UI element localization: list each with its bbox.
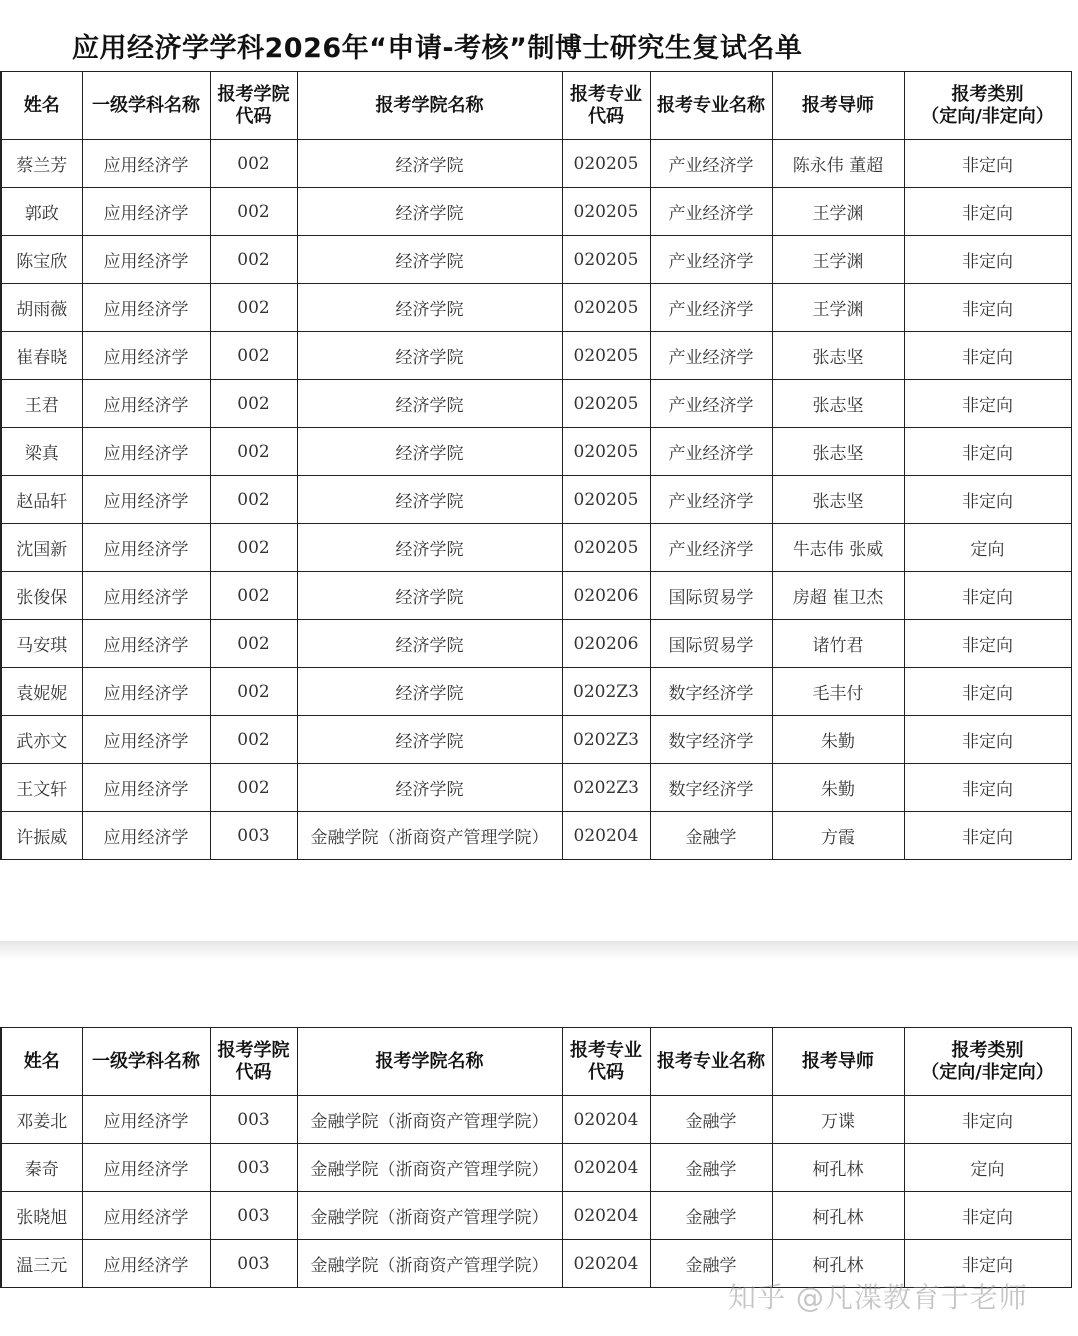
header-category xyxy=(904,72,1071,140)
cell-name: 梁真 xyxy=(1,428,82,476)
cell-category: 非定向 xyxy=(904,620,1071,668)
cell-college-name: 经济学院 xyxy=(297,764,562,812)
cell-college-code: 002 xyxy=(210,284,297,332)
cell-major-name: 产业经济学 xyxy=(650,380,772,428)
cell-supervisor: 张志坚 xyxy=(772,476,904,524)
header-college-name: 报考学院名称 xyxy=(297,72,562,140)
cell-college-code: 003 xyxy=(210,1144,297,1192)
cell-supervisor: 朱勤 xyxy=(772,764,904,812)
cell-college-name: 经济学院 xyxy=(297,284,562,332)
cell-category: 非定向 xyxy=(904,236,1071,284)
table-row xyxy=(1,1144,1071,1192)
cell-college-name: 经济学院 xyxy=(297,188,562,236)
cell-college-name: 经济学院 xyxy=(297,620,562,668)
cell-supervisor: 张志坚 xyxy=(772,380,904,428)
cell-discipline: 应用经济学 xyxy=(82,284,210,332)
cell-category: 非定向 xyxy=(904,764,1071,812)
cell-college-name: 经济学院 xyxy=(297,716,562,764)
cell-major-code: 020205 xyxy=(562,380,650,428)
cell-category: 非定向 xyxy=(904,668,1071,716)
cell-major-name: 金融学 xyxy=(650,1144,772,1192)
header-college-name: 报考学院名称 xyxy=(297,1028,562,1096)
cell-supervisor: 王学渊 xyxy=(772,284,904,332)
cell-college-name: 金融学院（浙商资产管理学院） xyxy=(297,812,562,860)
table-row xyxy=(1,620,1071,668)
cell-major-name: 产业经济学 xyxy=(650,188,772,236)
cell-supervisor: 柯孔林 xyxy=(772,1192,904,1240)
cell-discipline: 应用经济学 xyxy=(82,140,210,188)
cell-supervisor: 张志坚 xyxy=(772,428,904,476)
cell-major-name: 金融学 xyxy=(650,1192,772,1240)
cell-name: 张俊保 xyxy=(1,572,82,620)
cell-college-code: 002 xyxy=(210,524,297,572)
cell-supervisor: 张志坚 xyxy=(772,332,904,380)
header-name: 姓名 xyxy=(1,72,82,140)
cell-discipline: 应用经济学 xyxy=(82,620,210,668)
cell-major-code: 020206 xyxy=(562,620,650,668)
cell-name: 张晓旭 xyxy=(1,1192,82,1240)
cell-supervisor: 柯孔林 xyxy=(772,1240,904,1288)
cell-name: 蔡兰芳 xyxy=(1,140,82,188)
cell-discipline: 应用经济学 xyxy=(82,236,210,284)
cell-college-name: 金融学院（浙商资产管理学院） xyxy=(297,1240,562,1288)
cell-college-code: 002 xyxy=(210,620,297,668)
cell-name: 崔春晓 xyxy=(1,332,82,380)
cell-supervisor: 王学渊 xyxy=(772,236,904,284)
cell-discipline: 应用经济学 xyxy=(82,1192,210,1240)
cell-discipline: 应用经济学 xyxy=(82,476,210,524)
watermark: 知乎 @凡渫教育于老师 xyxy=(728,1281,1028,1314)
cell-college-name: 金融学院（浙商资产管理学院） xyxy=(297,1192,562,1240)
cell-major-code: 020205 xyxy=(562,188,650,236)
header-college-code-line-1: 报考学院 xyxy=(217,83,290,105)
cell-college-name: 经济学院 xyxy=(297,668,562,716)
header-category-line-1: 报考类别 xyxy=(951,83,1024,105)
cell-major-code: 020204 xyxy=(562,1096,650,1144)
cell-major-code: 020206 xyxy=(562,572,650,620)
cell-discipline: 应用经济学 xyxy=(82,1144,210,1192)
cell-category: 非定向 xyxy=(904,188,1071,236)
header-major-name: 报考专业名称 xyxy=(650,72,772,140)
cell-college-code: 002 xyxy=(210,764,297,812)
table-row xyxy=(1,668,1071,716)
cell-name: 郭政 xyxy=(1,188,82,236)
cell-college-code: 002 xyxy=(210,188,297,236)
cell-supervisor: 牛志伟 张威 xyxy=(772,524,904,572)
cell-category: 非定向 xyxy=(904,1096,1071,1144)
table-row xyxy=(1,1192,1071,1240)
table-body xyxy=(1,1096,1071,1288)
cell-college-code: 002 xyxy=(210,380,297,428)
candidate-table-1 xyxy=(0,71,1072,860)
cell-college-name: 经济学院 xyxy=(297,428,562,476)
cell-major-name: 数字经济学 xyxy=(650,716,772,764)
cell-major-name: 金融学 xyxy=(650,1096,772,1144)
cell-major-name: 金融学 xyxy=(650,812,772,860)
cell-major-code: 0202Z3 xyxy=(562,668,650,716)
table-row xyxy=(1,524,1071,572)
header-major-code-line-1: 报考专业 xyxy=(570,83,642,105)
cell-name: 温三元 xyxy=(1,1240,82,1288)
cell-major-code: 020205 xyxy=(562,284,650,332)
cell-category: 定向 xyxy=(904,1144,1071,1192)
cell-college-code: 002 xyxy=(210,236,297,284)
cell-supervisor: 陈永伟 董超 xyxy=(772,140,904,188)
table-row xyxy=(1,332,1071,380)
cell-major-code: 020205 xyxy=(562,332,650,380)
table-row xyxy=(1,428,1071,476)
header-college-code xyxy=(210,1028,297,1096)
cell-college-name: 经济学院 xyxy=(297,236,562,284)
cell-major-code: 020205 xyxy=(562,428,650,476)
cell-discipline: 应用经济学 xyxy=(82,188,210,236)
header-college-code-line-2: 代码 xyxy=(235,1061,272,1083)
cell-discipline: 应用经济学 xyxy=(82,764,210,812)
cell-major-name: 金融学 xyxy=(650,1240,772,1288)
header-discipline: 一级学科名称 xyxy=(82,72,210,140)
cell-major-name: 产业经济学 xyxy=(650,428,772,476)
cell-name: 秦奇 xyxy=(1,1144,82,1192)
cell-major-code: 020204 xyxy=(562,812,650,860)
cell-name: 王文轩 xyxy=(1,764,82,812)
header-row xyxy=(1,1028,1071,1096)
cell-discipline: 应用经济学 xyxy=(82,332,210,380)
cell-major-name: 国际贸易学 xyxy=(650,572,772,620)
header-college-code-line-2: 代码 xyxy=(235,105,272,127)
cell-supervisor: 朱勤 xyxy=(772,716,904,764)
header-category xyxy=(904,1028,1071,1096)
cell-major-code: 020205 xyxy=(562,140,650,188)
cell-category: 非定向 xyxy=(904,332,1071,380)
cell-college-code: 003 xyxy=(210,812,297,860)
table-body xyxy=(1,140,1071,860)
cell-category: 非定向 xyxy=(904,476,1071,524)
candidate-table-2 xyxy=(0,1027,1072,1288)
cell-discipline: 应用经济学 xyxy=(82,812,210,860)
table-row xyxy=(1,188,1071,236)
cell-college-code: 002 xyxy=(210,428,297,476)
cell-category: 非定向 xyxy=(904,284,1071,332)
cell-discipline: 应用经济学 xyxy=(82,428,210,476)
header-major-code xyxy=(562,72,650,140)
cell-college-name: 金融学院（浙商资产管理学院） xyxy=(297,1144,562,1192)
cell-supervisor: 毛丰付 xyxy=(772,668,904,716)
cell-discipline: 应用经济学 xyxy=(82,668,210,716)
cell-name: 武亦文 xyxy=(1,716,82,764)
cell-college-name: 金融学院（浙商资产管理学院） xyxy=(297,1096,562,1144)
cell-college-name: 经济学院 xyxy=(297,140,562,188)
cell-college-code: 003 xyxy=(210,1096,297,1144)
cell-major-code: 020205 xyxy=(562,524,650,572)
cell-major-code: 020204 xyxy=(562,1240,650,1288)
header-major-code-line-2: 代码 xyxy=(588,105,624,127)
header-college-code xyxy=(210,72,297,140)
cell-major-code: 0202Z3 xyxy=(562,716,650,764)
table-row xyxy=(1,716,1071,764)
cell-college-name: 经济学院 xyxy=(297,332,562,380)
cell-discipline: 应用经济学 xyxy=(82,1240,210,1288)
cell-major-name: 产业经济学 xyxy=(650,284,772,332)
cell-major-code: 020204 xyxy=(562,1192,650,1240)
cell-supervisor: 房超 崔卫杰 xyxy=(772,572,904,620)
cell-major-name: 产业经济学 xyxy=(650,332,772,380)
cell-college-code: 002 xyxy=(210,332,297,380)
cell-major-code: 020204 xyxy=(562,1144,650,1192)
cell-college-name: 经济学院 xyxy=(297,572,562,620)
header-major-code-line-2: 代码 xyxy=(588,1061,624,1083)
cell-college-name: 经济学院 xyxy=(297,476,562,524)
cell-college-name: 经济学院 xyxy=(297,380,562,428)
cell-name: 邓姜北 xyxy=(1,1096,82,1144)
header-name: 姓名 xyxy=(1,1028,82,1096)
cell-discipline: 应用经济学 xyxy=(82,1096,210,1144)
header-supervisor: 报考导师 xyxy=(772,1028,904,1096)
cell-college-code: 002 xyxy=(210,140,297,188)
cell-supervisor: 万谍 xyxy=(772,1096,904,1144)
cell-supervisor: 王学渊 xyxy=(772,188,904,236)
table-row xyxy=(1,236,1071,284)
cell-discipline: 应用经济学 xyxy=(82,716,210,764)
cell-name: 陈宝欣 xyxy=(1,236,82,284)
table-row xyxy=(1,1096,1071,1144)
header-category-line-1: 报考类别 xyxy=(951,1039,1024,1061)
cell-major-name: 产业经济学 xyxy=(650,236,772,284)
cell-discipline: 应用经济学 xyxy=(82,380,210,428)
cell-category: 非定向 xyxy=(904,812,1071,860)
cell-college-code: 002 xyxy=(210,572,297,620)
cell-discipline: 应用经济学 xyxy=(82,572,210,620)
cell-major-name: 产业经济学 xyxy=(650,140,772,188)
table-row xyxy=(1,572,1071,620)
page-break xyxy=(0,941,1078,959)
cell-category: 非定向 xyxy=(904,1240,1071,1288)
header-major-name: 报考专业名称 xyxy=(650,1028,772,1096)
cell-category: 定向 xyxy=(904,524,1071,572)
cell-major-name: 产业经济学 xyxy=(650,524,772,572)
cell-name: 袁妮妮 xyxy=(1,668,82,716)
header-major-code xyxy=(562,1028,650,1096)
cell-category: 非定向 xyxy=(904,1192,1071,1240)
header-category-line-2: （定向/非定向） xyxy=(921,105,1054,127)
cell-category: 非定向 xyxy=(904,572,1071,620)
cell-major-code: 0202Z3 xyxy=(562,764,650,812)
cell-college-code: 002 xyxy=(210,668,297,716)
header-discipline: 一级学科名称 xyxy=(82,1028,210,1096)
cell-major-name: 数字经济学 xyxy=(650,668,772,716)
table-row xyxy=(1,764,1071,812)
cell-name: 许振威 xyxy=(1,812,82,860)
header-category-line-2: （定向/非定向） xyxy=(921,1061,1054,1083)
cell-name: 王君 xyxy=(1,380,82,428)
cell-category: 非定向 xyxy=(904,140,1071,188)
cell-category: 非定向 xyxy=(904,380,1071,428)
cell-major-name: 国际贸易学 xyxy=(650,620,772,668)
header-major-code-line-1: 报考专业 xyxy=(570,1039,642,1061)
cell-major-name: 产业经济学 xyxy=(650,476,772,524)
cell-name: 沈国新 xyxy=(1,524,82,572)
cell-supervisor: 诸竹君 xyxy=(772,620,904,668)
cell-name: 马安琪 xyxy=(1,620,82,668)
cell-major-code: 020205 xyxy=(562,236,650,284)
cell-major-name: 数字经济学 xyxy=(650,764,772,812)
cell-supervisor: 柯孔林 xyxy=(772,1144,904,1192)
table-row xyxy=(1,476,1071,524)
cell-discipline: 应用经济学 xyxy=(82,524,210,572)
cell-name: 胡雨薇 xyxy=(1,284,82,332)
header-college-code-line-1: 报考学院 xyxy=(217,1039,290,1061)
header-supervisor: 报考导师 xyxy=(772,72,904,140)
cell-name: 赵品轩 xyxy=(1,476,82,524)
table-row xyxy=(1,284,1071,332)
header-row xyxy=(1,72,1071,140)
cell-supervisor: 方霞 xyxy=(772,812,904,860)
cell-category: 非定向 xyxy=(904,428,1071,476)
cell-college-code: 003 xyxy=(210,1240,297,1288)
cell-college-code: 002 xyxy=(210,716,297,764)
table-row xyxy=(1,380,1071,428)
table-row xyxy=(1,812,1071,860)
cell-major-code: 020205 xyxy=(562,476,650,524)
cell-college-code: 002 xyxy=(210,476,297,524)
cell-category: 非定向 xyxy=(904,716,1071,764)
page-title: 应用经济学学科2026年“申请-考核”制博士研究生复试名单 xyxy=(72,33,803,64)
cell-college-name: 经济学院 xyxy=(297,524,562,572)
table-row xyxy=(1,140,1071,188)
cell-college-code: 003 xyxy=(210,1192,297,1240)
